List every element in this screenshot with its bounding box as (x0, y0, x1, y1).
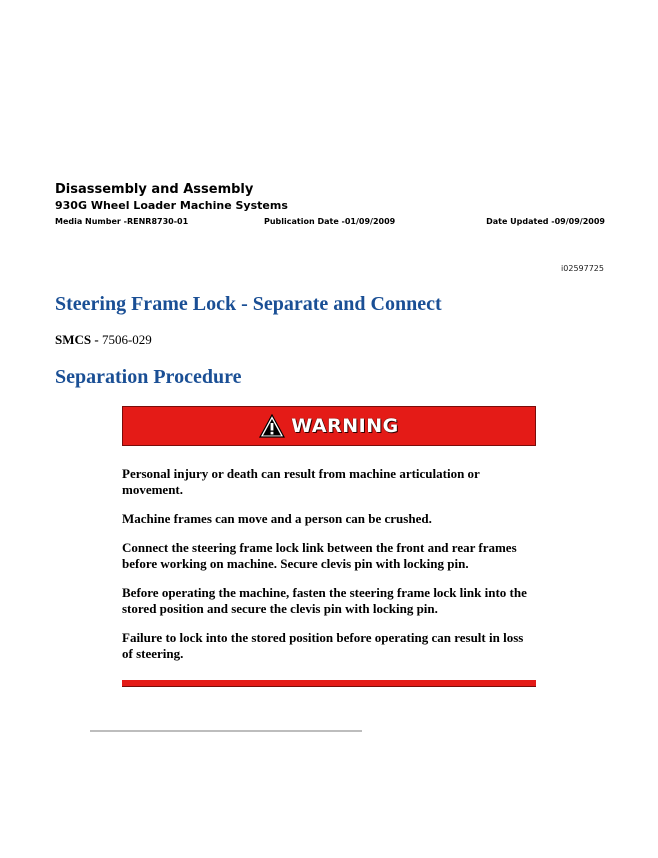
footer-divider (90, 730, 362, 732)
warning-paragraph: Personal injury or death can result from machine articulation or movement. (122, 466, 480, 497)
date-updated: Date Updated -09/09/2009 (486, 217, 605, 226)
warning-banner (122, 406, 536, 446)
warning-paragraph: Connect the steering frame lock link between the front and rear frames before working on machine. Secure clevis pin with locking pin. (122, 540, 517, 571)
media-number: Media Number -RENR8730-01 (55, 217, 189, 226)
metadata-row (55, 216, 605, 228)
document-id: i02597725 (561, 264, 604, 273)
warning-paragraph: Failure to lock into the stored position before operating can result in loss of steering. (122, 630, 524, 661)
page-title: Steering Frame Lock - Separate and Connect (55, 293, 442, 315)
warning-paragraph: Before operating the machine, fasten the steering frame lock link into the stored position and secure the clevis pin with locking pin. (122, 585, 527, 616)
section-title: Separation Procedure (55, 366, 242, 388)
document-type: Disassembly and Assembly (55, 182, 254, 197)
warning-triangle-icon (259, 414, 285, 438)
warning-message (122, 466, 534, 675)
document-header (55, 182, 605, 228)
warning-label: WARNING (291, 415, 399, 437)
warning-paragraph: Machine frames can move and a person can be crushed. (122, 511, 432, 526)
warning-bottom-bar (122, 680, 536, 687)
smcs-code (55, 332, 152, 348)
smcs-label: SMCS - (55, 332, 102, 347)
machine-name: 930G Wheel Loader Machine Systems (55, 199, 288, 212)
publication-date: Publication Date -01/09/2009 (264, 217, 396, 226)
smcs-value: 7506-029 (101, 332, 152, 347)
